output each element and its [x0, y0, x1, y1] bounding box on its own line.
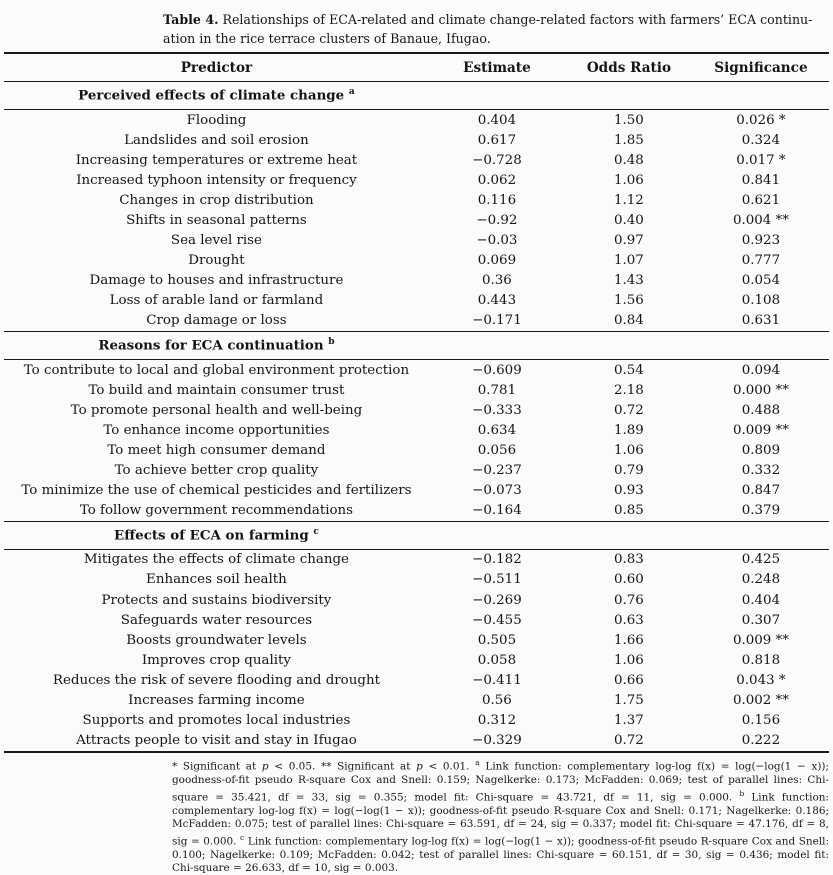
table-row: [4, 251, 829, 271]
significance-cell: 0.631: [741, 313, 781, 329]
significance-cell: 0.488: [741, 402, 781, 418]
estimate-cell: −0.329: [472, 733, 522, 749]
section-title-text: Effects of ECA on farming: [114, 527, 309, 544]
odds-ratio-cell: 0.63: [614, 612, 644, 628]
section-empty-cell: [693, 521, 829, 549]
odds-ratio-cell: 1.56: [614, 293, 644, 309]
estimate-cell: −0.728: [472, 152, 522, 168]
odds-ratio-cell: 0.83: [614, 552, 644, 568]
table-caption: [163, 11, 829, 48]
predictor-cell: Reduces the risk of severe flooding and drought: [52, 672, 380, 688]
odds-ratio-cell: 1.06: [614, 442, 644, 458]
predictor-cell: Damage to houses and infrastructure: [89, 273, 344, 289]
section-title: [4, 82, 429, 110]
significance-cell: 0.248: [741, 572, 781, 588]
section-marker: c: [313, 527, 319, 538]
table-row: [4, 150, 829, 170]
predictor-cell: Supports and promotes local industries: [82, 713, 351, 729]
section-empty-cell: [429, 332, 565, 360]
column-header-predictor: Predictor: [4, 53, 429, 82]
estimate-cell: −0.164: [472, 503, 522, 519]
section-header-row: [4, 332, 829, 360]
estimate-cell: −0.609: [472, 362, 522, 378]
table-row: [4, 291, 829, 311]
table-row: [4, 711, 829, 731]
odds-ratio-cell: 0.97: [614, 233, 644, 249]
significance-cell: 0.026 *: [736, 112, 786, 128]
predictor-cell: To build and maintain consumer trust: [88, 382, 345, 398]
estimate-cell: 0.617: [477, 132, 517, 148]
predictor-cell: Increasing temperatures or extreme heat: [75, 152, 358, 168]
predictor-cell: To minimize the use of chemical pesticides and fertilizers: [21, 483, 412, 499]
footnote-marker: c: [240, 832, 245, 842]
significance-cell: 0.404: [741, 592, 781, 608]
table-row: [4, 110, 829, 131]
section-header-row: [4, 521, 829, 549]
odds-ratio-cell: 1.85: [614, 132, 644, 148]
predictor-cell: To follow government recommendations: [79, 503, 354, 519]
section-empty-cell: [429, 521, 565, 549]
odds-ratio-cell: 1.12: [614, 192, 644, 208]
odds-ratio-cell: 1.07: [614, 253, 644, 269]
footnote-marker: a: [475, 758, 480, 767]
odds-ratio-cell: 2.18: [614, 382, 644, 398]
footnote-text: < 0.01.: [422, 760, 476, 773]
table-row: [4, 311, 829, 332]
estimate-cell: −0.92: [476, 213, 518, 229]
significance-cell: 0.094: [741, 362, 781, 378]
significance-cell: 0.017 *: [736, 152, 786, 168]
section-title-text: Reasons for ECA continuation: [98, 337, 324, 354]
estimate-cell: 0.634: [477, 422, 517, 438]
significance-cell: 0.054: [741, 273, 781, 289]
table-row: [4, 400, 829, 420]
estimate-cell: −0.511: [472, 572, 522, 588]
table-row: [4, 231, 829, 251]
significance-cell: 0.841: [741, 172, 781, 188]
predictor-cell: To promote personal health and well-being: [70, 402, 363, 418]
table-row: [4, 271, 829, 291]
significance-cell: 0.004 **: [732, 213, 789, 229]
footnote-text: p: [416, 760, 423, 773]
predictor-cell: To achieve better crop quality: [114, 463, 319, 479]
table-row: [4, 420, 829, 440]
odds-ratio-cell: 0.54: [614, 362, 644, 378]
predictor-cell: Flooding: [186, 112, 247, 128]
table-row: [4, 731, 829, 752]
odds-ratio-cell: 1.50: [614, 112, 644, 128]
significance-cell: 0.332: [741, 463, 781, 479]
predictor-cell: Safeguards water resources: [120, 612, 313, 628]
significance-cell: 0.818: [741, 652, 781, 668]
footnote-text: * Significant at: [172, 760, 262, 773]
section-marker: b: [328, 337, 335, 348]
predictor-cell: Drought: [188, 253, 245, 269]
table-row: [4, 670, 829, 690]
footnote-text: Link function: complementary log-log f(x) = log(−log(1 − x)); goodness-of-fit pseudo R-square Cox and Snell: 0.171; Nagelkerke: 0.186; McFadden: 0.075; test of parallel lines: Chi-square = 63.591, df = 24, sig = 0.337; model fit: Chi-square = 47.176, df = 8, sig = 0.000.: [172, 791, 829, 848]
odds-ratio-cell: 0.60: [614, 572, 644, 588]
table-row: [4, 501, 829, 522]
estimate-cell: 0.443: [477, 293, 517, 309]
odds-ratio-cell: 0.66: [614, 672, 644, 688]
table-row: [4, 549, 829, 570]
significance-cell: 0.156: [741, 713, 781, 729]
table-row: [4, 190, 829, 210]
column-header-estimate: Estimate: [429, 53, 565, 82]
table-row: [4, 380, 829, 400]
table-row: [4, 570, 829, 590]
significance-cell: 0.009 **: [732, 422, 789, 438]
footnote-text: < 0.05. ** Significant at: [268, 760, 417, 773]
significance-cell: 0.324: [741, 132, 781, 148]
column-header-row: [4, 53, 829, 82]
predictor-cell: To contribute to local and global environment protection: [23, 362, 410, 378]
table-body: [4, 82, 829, 752]
predictor-cell: Boosts groundwater levels: [126, 632, 307, 648]
section-empty-cell: [565, 82, 693, 110]
footnote-text: p: [261, 760, 269, 773]
predictor-cell: Sea level rise: [170, 233, 262, 249]
estimate-cell: −0.182: [472, 552, 522, 568]
odds-ratio-cell: 1.75: [614, 692, 644, 708]
estimate-cell: −0.455: [472, 612, 522, 628]
predictor-cell: To meet high consumer demand: [107, 442, 326, 458]
table-row: [4, 360, 829, 381]
table-row: [4, 690, 829, 710]
table-row: [4, 210, 829, 230]
predictor-cell: Shifts in seasonal patterns: [126, 213, 307, 229]
significance-cell: 0.108: [741, 293, 781, 309]
section-title: [4, 332, 429, 360]
footnote-text: Link function: complementary log-log f(x) = log(−log(1 − x)); goodness-of-fit pseudo R-square Cox and Snell: 0.159; Nagelkerke: 0.173; McFadden: 0.069; test of parallel lines: Chi-square = 35.421, df = 33, sig = 0.355; model fit: Chi-square = 43.721, df = 11, sig = 0.000.: [172, 760, 829, 804]
significance-cell: 0.222: [741, 733, 781, 749]
odds-ratio-cell: 1.06: [614, 652, 644, 668]
predictor-cell: Increases farming income: [128, 692, 305, 708]
significance-cell: 0.777: [741, 253, 781, 269]
odds-ratio-cell: 0.85: [614, 503, 644, 519]
results-table: [4, 52, 829, 753]
estimate-cell: 0.116: [477, 192, 517, 208]
caption-text-line1: Relationships of ECA-related and climate change-related factors with farmers’ ECA continu-: [218, 12, 813, 27]
section-empty-cell: [693, 332, 829, 360]
predictor-cell: Loss of arable land or farmland: [109, 293, 324, 309]
column-header-significance: Significance: [693, 53, 829, 82]
estimate-cell: −0.03: [476, 233, 518, 249]
estimate-cell: 0.058: [477, 652, 517, 668]
table-row: [4, 590, 829, 610]
odds-ratio-cell: 1.89: [614, 422, 644, 438]
odds-ratio-cell: 0.84: [614, 313, 644, 329]
estimate-cell: 0.312: [477, 713, 517, 729]
estimate-cell: 0.404: [477, 112, 517, 128]
estimate-cell: 0.36: [482, 273, 512, 289]
predictor-cell: To enhance income opportunities: [103, 422, 330, 438]
estimate-cell: −0.333: [472, 402, 522, 418]
caption-label: Table 4.: [163, 12, 219, 27]
predictor-cell: Crop damage or loss: [146, 313, 287, 329]
estimate-cell: 0.781: [477, 382, 517, 398]
section-title: [4, 521, 429, 549]
significance-cell: 0.379: [741, 503, 781, 519]
estimate-cell: −0.237: [472, 463, 522, 479]
section-title-text: Perceived effects of climate change: [78, 87, 345, 104]
table-row: [4, 481, 829, 501]
estimate-cell: 0.56: [482, 692, 512, 708]
section-empty-cell: [429, 82, 565, 110]
odds-ratio-cell: 0.72: [614, 733, 644, 749]
significance-cell: 0.425: [741, 552, 781, 568]
table-row: [4, 130, 829, 150]
estimate-cell: 0.505: [477, 632, 517, 648]
significance-cell: 0.923: [741, 233, 781, 249]
estimate-cell: −0.171: [472, 313, 522, 329]
significance-cell: 0.043 *: [736, 672, 786, 688]
column-header-odds-ratio: Odds Ratio: [565, 53, 693, 82]
section-empty-cell: [693, 82, 829, 110]
predictor-cell: Increased typhoon intensity or frequency: [76, 172, 357, 188]
odds-ratio-cell: 0.48: [614, 152, 644, 168]
odds-ratio-cell: 0.76: [614, 592, 644, 608]
estimate-cell: −0.073: [472, 483, 522, 499]
footnote: [172, 756, 829, 875]
odds-ratio-cell: 1.43: [614, 273, 644, 289]
estimate-cell: 0.062: [477, 172, 517, 188]
section-empty-cell: [565, 332, 693, 360]
table-row: [4, 610, 829, 630]
section-header-row: [4, 82, 829, 110]
significance-cell: 0.002 **: [732, 692, 789, 708]
significance-cell: 0.000 **: [732, 382, 789, 398]
predictor-cell: Protects and sustains biodiversity: [101, 592, 332, 608]
odds-ratio-cell: 1.37: [614, 713, 644, 729]
table-row: [4, 650, 829, 670]
section-marker: a: [348, 87, 355, 98]
predictor-cell: Improves crop quality: [141, 652, 291, 668]
odds-ratio-cell: 0.93: [614, 483, 644, 499]
significance-cell: 0.009 **: [732, 632, 789, 648]
predictor-cell: Landslides and soil erosion: [124, 132, 309, 148]
odds-ratio-cell: 0.72: [614, 402, 644, 418]
predictor-cell: Mitigates the effects of climate change: [83, 552, 349, 568]
significance-cell: 0.847: [741, 483, 781, 499]
section-empty-cell: [565, 521, 693, 549]
predictor-cell: Enhances soil health: [146, 572, 287, 588]
table-row: [4, 630, 829, 650]
estimate-cell: −0.269: [472, 592, 522, 608]
table-row: [4, 170, 829, 190]
significance-cell: 0.307: [741, 612, 781, 628]
footnote-marker: b: [739, 788, 745, 798]
odds-ratio-cell: 0.40: [614, 213, 644, 229]
caption-text-line2: ation in the rice terrace clusters of Banaue, Ifugao.: [163, 30, 491, 46]
odds-ratio-cell: 1.06: [614, 172, 644, 188]
estimate-cell: −0.411: [472, 672, 522, 688]
predictor-cell: Attracts people to visit and stay in Ifugao: [76, 733, 357, 749]
odds-ratio-cell: 1.66: [614, 632, 644, 648]
estimate-cell: 0.069: [477, 253, 517, 269]
estimate-cell: 0.056: [477, 442, 517, 458]
table-row: [4, 440, 829, 460]
footnote-text: Link function: complementary log-log f(x) = log(−log(1 − x)); goodness-of-fit pseudo R-square Cox and Snell: 0.100; Nagelkerke: 0.109; McFadden: 0.042; test of parallel lines: Chi-square = 60.151, df = 30, sig = 0.436; model fit: Chi-square = 26.633, df = 10, sig = 0.003.: [172, 835, 829, 874]
predictor-cell: Changes in crop distribution: [119, 192, 314, 208]
table-row: [4, 461, 829, 481]
significance-cell: 0.621: [741, 192, 781, 208]
odds-ratio-cell: 0.79: [614, 463, 644, 479]
significance-cell: 0.809: [741, 442, 781, 458]
